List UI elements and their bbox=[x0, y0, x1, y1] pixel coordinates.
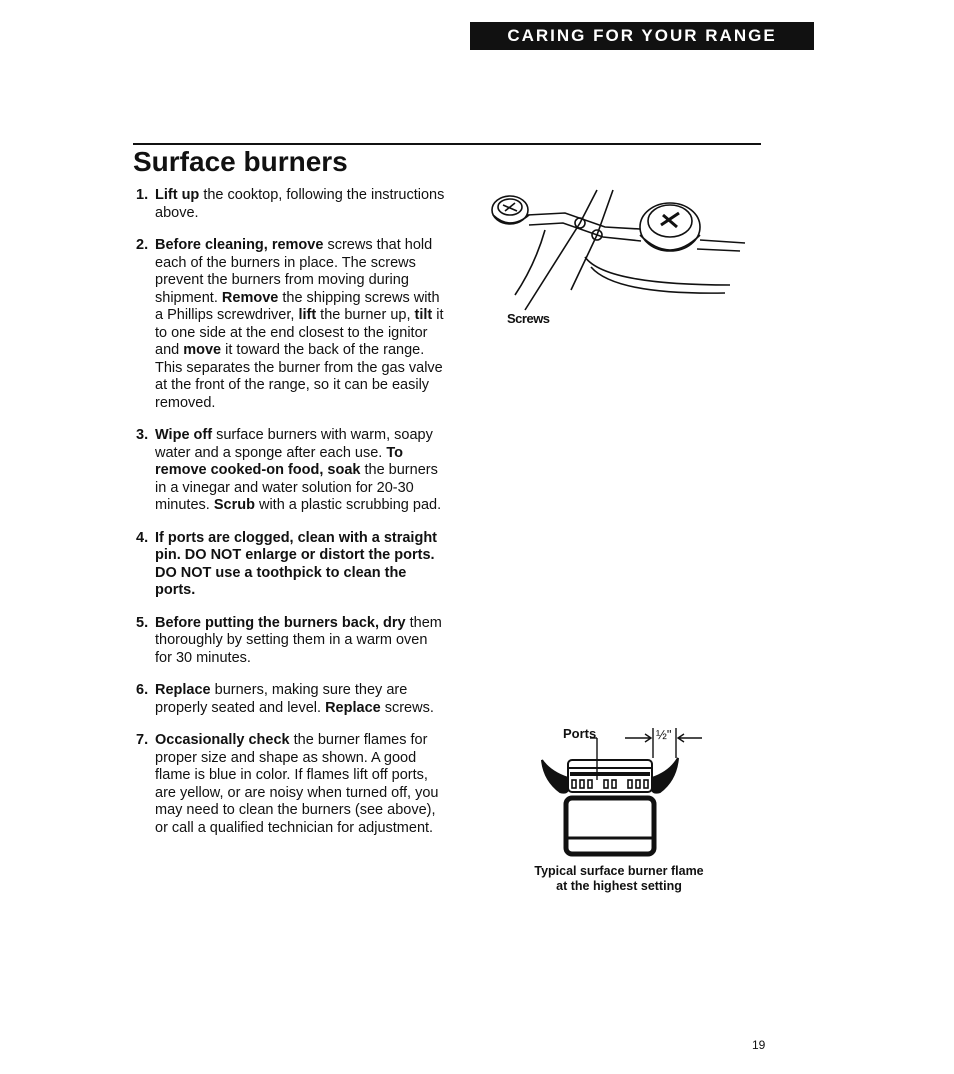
step-text: with a plastic scrubbing pad. bbox=[254, 497, 442, 513]
step-item bbox=[133, 615, 448, 668]
step-number: 1. bbox=[136, 187, 149, 203]
step-text: it to one side at the end closest to the ignitor and bbox=[155, 307, 444, 358]
step-emphasis: Before cleaning, remove bbox=[155, 237, 324, 253]
step-emphasis: Occasionally check bbox=[155, 732, 290, 748]
step-number: 4. bbox=[136, 529, 149, 546]
burner-flame-illustration bbox=[530, 720, 720, 865]
step-item bbox=[133, 530, 448, 600]
step-text: burners, making sure they are properly seated and level. bbox=[155, 682, 408, 716]
step-emphasis: Replace bbox=[155, 682, 211, 698]
page-number: 19 bbox=[752, 1038, 766, 1052]
step-emphasis: Scrub bbox=[213, 497, 255, 513]
step-text: screws that hold each of the burners in place. The screws prevent the burners from moving during shipment. bbox=[155, 237, 433, 306]
step-text: the burner flames for proper size and shape as shown. A good flame is blue in color. If flames lift off ports, are yellow, or are noisy when turned off, you may need to clean the burners (see above), or call a qualified technician for adjustment. bbox=[155, 732, 439, 836]
screws-label: Screws bbox=[507, 311, 550, 326]
ports-label: Ports bbox=[563, 726, 597, 741]
half-inch-label: ½" bbox=[656, 727, 672, 742]
caption-line-2: at the highest setting bbox=[556, 879, 682, 893]
step-text: the burner up, bbox=[316, 307, 415, 323]
step-item bbox=[133, 682, 448, 717]
section-header-banner: CARING FOR YOUR RANGE bbox=[470, 22, 814, 50]
page-title: Surface burners bbox=[133, 146, 348, 177]
step-emphasis: To remove cooked-on food, soak bbox=[155, 444, 403, 478]
step-item bbox=[133, 187, 448, 222]
step-text: the burners in a vinegar and water solution for 20-30 minutes. bbox=[155, 462, 438, 513]
instruction-steps bbox=[133, 187, 448, 852]
step-number: 3. bbox=[136, 427, 149, 443]
step-emphasis: Replace bbox=[325, 699, 381, 716]
step-text: them thoroughly by setting them in a warm oven for 30 minutes. bbox=[155, 614, 442, 666]
step-item bbox=[133, 732, 448, 837]
step-text: the cooktop, following the instructions above. bbox=[155, 187, 445, 221]
step-number: 5. bbox=[136, 614, 149, 631]
step-emphasis: Wipe off bbox=[155, 427, 213, 443]
flame-figure-caption bbox=[514, 864, 724, 894]
step-emphasis: Before putting the burners back, dry bbox=[155, 614, 406, 631]
step-text: screws. bbox=[380, 699, 434, 716]
step-emphasis: lift bbox=[298, 307, 317, 323]
step-text: the shipping screws with a Phillips screwdriver, bbox=[155, 289, 440, 323]
step-item bbox=[133, 237, 448, 412]
title-rule bbox=[133, 143, 761, 145]
caption-line-1: Typical surface burner flame bbox=[534, 864, 704, 878]
step-number: 2. bbox=[136, 237, 149, 253]
step-item bbox=[133, 427, 448, 515]
step-text: it toward the back of the range. This separates the burner from the gas valve at the front of the range, so it can be easily removed. bbox=[155, 342, 443, 411]
step-emphasis: Remove bbox=[221, 289, 279, 306]
step-emphasis: move bbox=[183, 342, 222, 358]
step-number: 7. bbox=[136, 732, 149, 748]
step-text: surface burners with warm, soapy water and a sponge after each use. bbox=[155, 427, 433, 461]
step-number: 6. bbox=[136, 682, 149, 698]
step-emphasis: tilt bbox=[414, 307, 433, 323]
step-emphasis: Lift up bbox=[155, 187, 200, 203]
step-emphasis: If ports are clogged, clean with a straight pin. DO NOT enlarge or distort the ports. DO NOT use a toothpick to clean the ports. bbox=[155, 529, 437, 598]
